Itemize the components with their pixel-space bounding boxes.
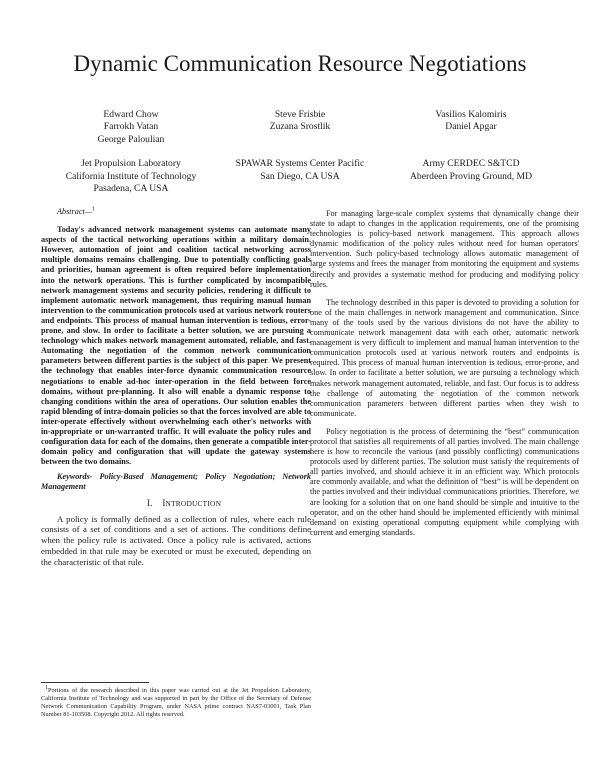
author-name: Vasilios Kalomiris (435, 109, 507, 120)
abstract-label: Abstract— (57, 207, 93, 216)
highlight-marker: . (267, 356, 270, 366)
abstract-text-part1: Today's advanced network management systems can automate many aspects of the tactical networking operations within a military domain. However, automation of joint and coalition tactical networking across multiple domains remains challenging. Due to potentially conflicting goals and priorities, human agreement is often required before implementation into the network operations. This is further complicated by incompatible network management systems and security policies, rendering it difficult to implement automatic network management, thus requiring manual human intervention to the communication protocols used at various network routers and endpoints. This process of manual human intervention is tedious, error-prone, and slow. In order to facilitate a better solution, we are pursuing a technology which makes network management automated, reliable, and fast. Automating the negotiation of the common network communication parameters between different parties is the subject of this paper (41, 225, 311, 366)
author-name: Edward Chow (103, 109, 159, 120)
footnote-divider (41, 682, 149, 683)
footnote-ref: 1 (92, 206, 96, 213)
left-column (41, 207, 311, 573)
author-name: Daniel Apgar (445, 121, 497, 133)
author-name: Zuzana Srostlik (269, 121, 331, 133)
author-name: Steve Frisbie (274, 109, 326, 120)
section-number: I. (146, 497, 153, 508)
affiliation-line: San Diego, CA USA (260, 170, 340, 182)
author-block-cerdec (386, 109, 556, 183)
keywords: Keywords- Policy-Based Management; Policy Negotiation; Network Management (41, 472, 311, 492)
section-heading-introduction (41, 498, 311, 509)
footnote-marker: 1 (45, 684, 48, 691)
abstract-text-part2: We present the technology that enables inter-force dynamic communication resource negotiations to enable ad-hoc inter-operation in the field between force domains, without pre-planning. It also will enable a dynamic response to changing conditions within the area of operations. Our solution enables the rapid blending of intra-domain policies so that the forces involved are able to inter-operate effectively without overwhelming each other's networks with in-appropriate or un-warranted traffic. It will evaluate the policy rules and configuration data for each of the domains, then generate a compatible inter-domain policy and configuration that will update the gateway systems between the two domains. (41, 356, 311, 467)
intro-paragraph: A policy is formally defined as a collection of rules, where each rule consists of a set of conditions and a set of actions. The conditions define when the policy rule is activated. Once a policy rule is activated, actions embedded in that rule may be executed or must be executed, depending on the characteristic of that rule. (41, 513, 311, 567)
author-name: George Paloulian (97, 133, 165, 145)
affiliation-line: Aberdeen Proving Ground, MD (409, 170, 533, 182)
affiliation-line: Pasadena, CA USA (93, 183, 169, 195)
author-name: Farrokh Vatan (103, 121, 159, 133)
affiliation-line: Army CERDEC S&TCD (422, 158, 520, 170)
footnote (41, 684, 311, 719)
abstract (41, 207, 311, 217)
footnote-text (41, 684, 311, 719)
abstract-body (41, 225, 311, 467)
paper-title: Dynamic Communication Resource Negotiations (73, 51, 527, 76)
affiliation-line: California Institute of Technology (65, 170, 197, 182)
body-paragraph: For managing large-scale complex systems that dynamically change their state to adapt to changes in the application requirements, one of the promising technologies is policy-based network management. This approach allows dynamic modification of the policy rules without need for human operators' intervention. Such policy-based technology allows automatic management of large systems and frees the manager from monitoring the equipment and systems directly and provides a systematic method for producing and modifying policy rules. (310, 209, 579, 289)
body-paragraph: The technology described in this paper is devoted to providing a solution for one of the main challenges in network management and communication. Since many of the tools used by the various divisions do not have the ability to communicate network management data with each other, automatic network management is very difficult to implement and manual human intervention to the communication protocols used at various network routers and endpoints is required. This process of manual human intervention is tedious, error-prone, and slow. In order to facilitate a better solution, we are pursuing a technology which makes network management automated, reliable, and fast. Our focus is to address the challenge of automating the negotiation of the common network communication parameters between different parties when they wish to communicate. (310, 297, 579, 418)
author-block-spawar (215, 109, 385, 183)
body-paragraph: Policy negotiation is the process of determining the “best” communication protocol that satisfies all requirements of all parties involved. The main challenge here is how to reconcile the various (and possibly conflicting) communications protocols used by different parties. The solution must satisfy the requirements of all parties involved, and should achieve it in an efficient way. Which protocols are commonly available, and what the definition of “best” is will be dependent on the parties involved and their individual communications priorities. Therefore, we are looking for a solution that on one hand should be simple and intuitive to the operator, and on the other hand should be implemented efficiently with minimal demand on existing operational computing equipment while complying with current and emerging standards. (310, 426, 579, 537)
author-block-jpl (46, 109, 216, 195)
section-title-first: I (162, 497, 166, 508)
affiliation-line: SPAWAR Systems Center Pacific (235, 158, 365, 170)
right-column (310, 209, 579, 543)
footnote-body: Portions of the research described in this paper was carried out at the Jet Propulsion Laboratory, California Institute of Technology and was supported in part by the Office of the Secretary of Defense Network Communication Capability Program, under NASA prime contract NAS7-03001, Task Plan Number 81-103508. Copyright 2012. All rights reserved. (41, 687, 311, 719)
affiliation-line: Jet Propulsion Laboratory (81, 158, 181, 170)
section-title-rest: NTRODUCTION (165, 498, 222, 508)
